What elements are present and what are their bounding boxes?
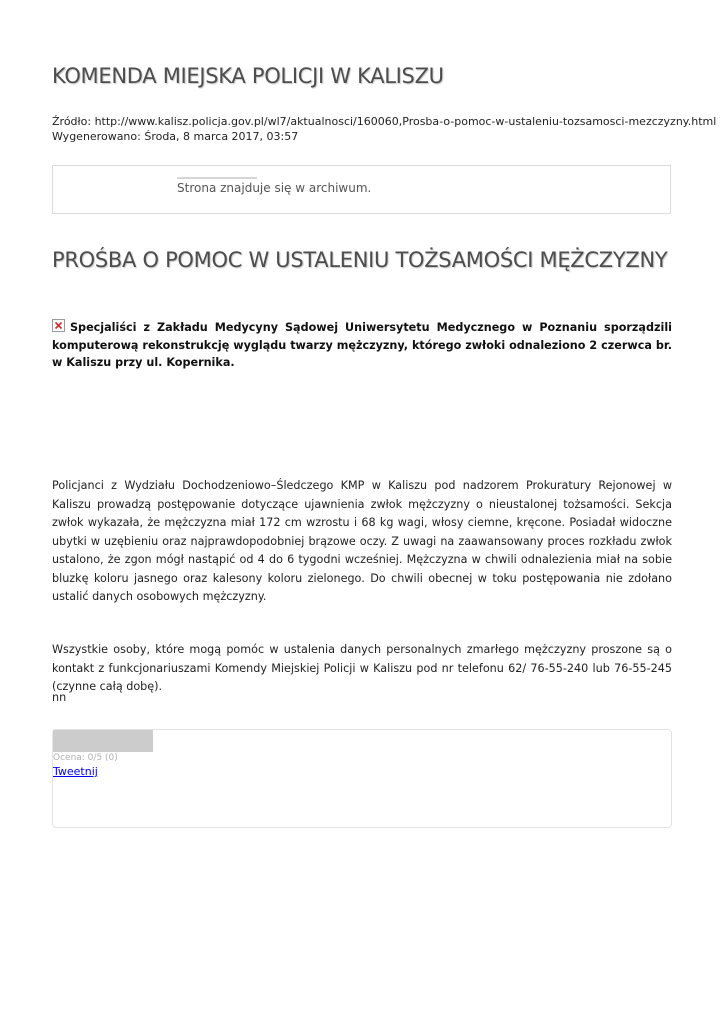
archive-divider bbox=[177, 177, 257, 179]
lead-text: Specjaliści z Zakładu Medycyny Sądowej Uniwersytetu Medycznego w Poznaniu sporządzili komputerową rekonstrukcję wyglądu twarzy mężczyzny, którego zwłoki odnaleziono 2 czerwca br. w Kaliszu przy ul. Kopernika. bbox=[52, 321, 672, 369]
article-lead bbox=[52, 319, 672, 372]
archive-notice-box bbox=[52, 165, 671, 214]
article-paragraph: Wszystkie osoby, które mogą pomóc w ustalenia danych personalnych zmarłego mężczyzny proszone są o kontakt z funkcjonariuszami Komendy Miejskiej Policji w Kaliszu pod nr telefonu 62/ 76-55-240 lub 76-55-245 (czynne całą dobę). bbox=[52, 643, 672, 693]
rating-box bbox=[52, 729, 672, 828]
tweet-link[interactable]: Tweetnij bbox=[53, 765, 98, 778]
article-title: PROŚBA O POMOC W USTALENIU TOŻSAMOŚCI MĘŻCZYZNY bbox=[52, 248, 668, 272]
article-paragraph: nn bbox=[52, 691, 67, 704]
source-url: Źródło: http://www.kalisz.policja.gov.pl/wl7/aktualnosci/160060,Prosba-o-pomoc-w-ustaleniu-tozsamosci-mezczyzny.html bbox=[52, 115, 717, 128]
broken-image-icon bbox=[52, 319, 65, 332]
site-title: KOMENDA MIEJSKA POLICJI W KALISZU bbox=[52, 64, 444, 88]
archive-notice: Strona znajduje się w archiwum. bbox=[177, 181, 372, 195]
rating-label: Ocena: 0/5 (0) bbox=[53, 753, 118, 763]
article-paragraph: Policjanci z Wydziału Dochodzeniowo–Śledczego KMP w Kaliszu pod nadzorem Prokuratury Rejonowej w Kaliszu prowadzą postępowanie dotyczące ujawnienia zwłok mężczyzny o nieustalonej tożsamości. Sekcja zwłok wykazała, że mężczyzna miał 172 cm wzrostu i 68 kg wagi, włosy ciemne, kręcone. Posiadał widoczne ubytki w uzębieniu oraz najprawdopodobniej brązowe oczy. Z uwagi na zaawansowany proces rozkładu zwłok ustalono, że zgon mógł nastąpić od 4 do 6 tygodni wcześniej. Mężczyzna w chwili odnalezienia miał na sobie bluzkę koloru jasnego oraz kalesony koloru zielonego. Do chwili obecnej w toku postępowania nie zdołano ustalić danych osobowych mężczyzny. bbox=[52, 479, 672, 603]
source-meta bbox=[52, 114, 716, 144]
generated-date: Wygenerowano: Środa, 8 marca 2017, 03:57 bbox=[52, 130, 299, 143]
rating-stars-bar[interactable] bbox=[53, 730, 153, 752]
